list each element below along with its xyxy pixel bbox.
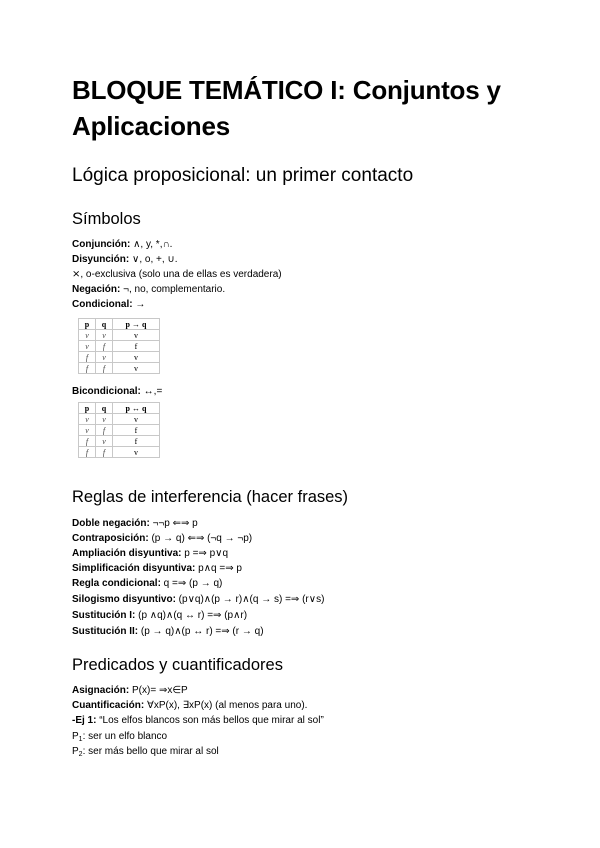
table-cell: v (96, 436, 113, 447)
predicado-subscript: 1 (78, 736, 83, 743)
regla-line (72, 517, 198, 531)
table-cell: f (113, 425, 160, 436)
predicado-2-line (72, 745, 219, 762)
table-header: p (79, 403, 96, 414)
bicondicional-value: ↔,= (140, 386, 163, 397)
cuantificacion-value: ∀xP(x), ∃xP(x) (al menos para uno). (144, 700, 308, 711)
bicondicional-truth-table (78, 402, 160, 458)
table-cell: f (79, 363, 96, 374)
regla-line (72, 577, 222, 591)
regla-label: Sustitución I: (72, 610, 136, 621)
section-heading-logica: Lógica proposicional: un primer contacto (72, 165, 414, 186)
predicado-subscript: 2 (78, 751, 83, 758)
negacion-label: Negación: (72, 284, 121, 295)
regla-line (72, 625, 264, 639)
conjuncion-label: Conjunción: (72, 239, 131, 250)
table-header: p → q (113, 319, 160, 330)
table-cell: f (79, 436, 96, 447)
regla-line (72, 547, 228, 561)
table-cell: v (113, 447, 160, 458)
table-row (79, 352, 160, 363)
bicondicional-line (72, 385, 162, 399)
regla-value: ¬¬p ⇐⇒ p (149, 518, 198, 529)
disyuncion-label: Disyunción: (72, 254, 130, 265)
negacion-line (72, 283, 225, 297)
table-header: q (96, 319, 113, 330)
regla-line (72, 609, 247, 623)
regla-value: (p → q) ⇐⇒ (¬q → ¬p) (148, 533, 253, 544)
table-cell: f (96, 363, 113, 374)
ejemplo-value: “Los elfos blancos son más bellos que mirar al sol” (96, 715, 324, 726)
subheading-reglas: Reglas de interferencia (hacer frases) (72, 488, 349, 506)
exclusiva-line: ⨯, o-exclusiva (solo una de ellas es verdadera) (72, 269, 282, 280)
regla-label: Ampliación disyuntiva: (72, 548, 182, 559)
predicado-text: : ser un elfo blanco (82, 731, 168, 742)
regla-label: Contraposición: (72, 533, 149, 544)
cuantificacion-line (72, 699, 307, 713)
regla-label: Regla condicional: (72, 578, 161, 589)
regla-value: (p∨q)∧(p → r)∧(q → s) =⇒ (r∨s) (175, 594, 325, 605)
disyuncion-value: ∨, o, +, ∪. (129, 254, 178, 265)
ejemplo-label: -Ej 1: (72, 715, 97, 726)
table-cell: f (113, 436, 160, 447)
table-row (79, 330, 160, 341)
table-cell: v (113, 330, 160, 341)
table-cell: f (79, 352, 96, 363)
regla-line (72, 593, 324, 607)
table-cell: v (113, 363, 160, 374)
condicional-value: → (132, 299, 146, 310)
predicado-letter: P (72, 731, 79, 742)
table-cell: v (113, 414, 160, 425)
table-row (79, 341, 160, 352)
condicional-label: Condicional: (72, 299, 133, 310)
table-cell: f (96, 341, 113, 352)
table-cell: f (96, 447, 113, 458)
asignacion-value: P(x)= ⇒x∈P (129, 685, 188, 696)
table-cell: f (96, 425, 113, 436)
table-cell: v (96, 414, 113, 425)
condicional-line (72, 298, 145, 312)
table-header: p (79, 319, 96, 330)
predicado-letter: P (72, 746, 79, 757)
page-title: BLOQUE TEMÁTICO I: Conjuntos y Aplicaciones (72, 75, 501, 141)
cuantificacion-label: Cuantificación: (72, 700, 145, 711)
condicional-truth-table (78, 318, 160, 374)
ejemplo-line (72, 714, 324, 728)
regla-value: (p → q)∧(p ↔ r) =⇒ (r → q) (138, 626, 264, 637)
regla-value: q =⇒ (p → q) (160, 578, 223, 589)
asignacion-line (72, 684, 188, 698)
asignacion-label: Asignación: (72, 685, 130, 696)
regla-value: p =⇒ p∨q (181, 548, 229, 559)
table-row (79, 436, 160, 447)
table-cell: v (113, 352, 160, 363)
table-cell: v (96, 352, 113, 363)
table-header: p ↔ q (113, 403, 160, 414)
table-cell: v (79, 414, 96, 425)
table-cell: v (79, 330, 96, 341)
regla-label: Sustitución II: (72, 626, 139, 637)
regla-value: p∧q =⇒ p (195, 563, 242, 574)
table-cell: f (113, 341, 160, 352)
regla-label: Doble negación: (72, 518, 150, 529)
table-cell: v (96, 330, 113, 341)
table-header: q (96, 403, 113, 414)
disyuncion-line (72, 253, 178, 267)
regla-line (72, 532, 252, 546)
conjuncion-value: ∧, y, *,∩. (130, 239, 173, 250)
regla-label: Silogismo disyuntivo: (72, 594, 176, 605)
bicondicional-label: Bicondicional: (72, 386, 141, 397)
document-page (72, 72, 542, 144)
table-row (79, 447, 160, 458)
regla-line (72, 562, 242, 576)
table-row (79, 414, 160, 425)
subheading-predicados: Predicados y cuantificadores (72, 656, 283, 674)
table-cell: v (79, 341, 96, 352)
negacion-value: ¬, no, complementario. (120, 284, 226, 295)
conjuncion-line (72, 238, 172, 252)
table-cell: v (79, 425, 96, 436)
subheading-simbolos: Símbolos (72, 210, 141, 228)
predicado-text: : ser más bello que mirar al sol (82, 746, 219, 757)
table-row (79, 363, 160, 374)
regla-label: Simplificación disyuntiva: (72, 563, 196, 574)
table-cell: f (79, 447, 96, 458)
regla-value: (p ∧q)∧(q ↔ r) =⇒ (p∧r) (135, 610, 248, 621)
table-row (79, 425, 160, 436)
